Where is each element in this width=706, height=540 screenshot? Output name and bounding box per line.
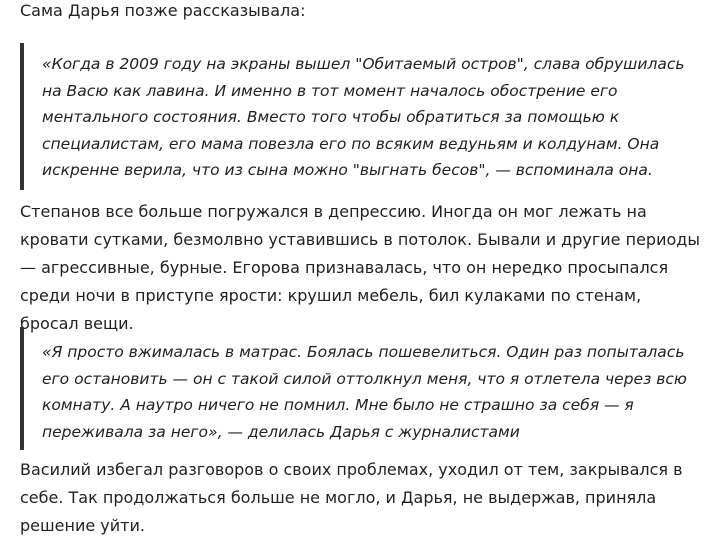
body-paragraph-3: Василий избегал разговоров о своих проблемах, уходил от тем, закрывался в себе. Так продолжаться больше не могло, и Дарья, не выдержав, приняла решение уйти. [20, 460, 683, 535]
quote-text-1: «Когда в 2009 году на экраны вышел "Обитаемый остров", слава обрушилась на Васю как лавина. И именно в тот момент началось обострение его ментального состояния. Вместо того чтобы обратиться за помощью к специалистам, его мама повезла его по всяким ведуньям и колдунам. Она искренне верила, что из сына можно "выгнать бесов", — вспоминала она. [42, 55, 685, 179]
quote-text-2: «Я просто вжималась в матрас. Боялась пошевелиться. Один раз попыталась его остановить — он с такой силой оттолкнул меня, что я отлетела через всю комнату. А наутро ничего не помнил. Мне было не страшно за себя — я переживала за него», — делилась Дарья с журналистами [42, 343, 687, 441]
blockquote-1 [20, 43, 706, 190]
body-paragraph-2: Степанов все больше погружался в депрессию. Иногда он мог лежать на кровати сутками, безмолвно уставившись в потолок. Бывали и другие периоды — агрессивные, бурные. Егорова признавалась, что он нередко просыпался среди ночи в приступе ярости: крушил мебель, бил кулаками по стенам, бросал вещи. [20, 202, 700, 333]
blockquote-2 [20, 327, 706, 450]
intro-paragraph: Сама Дарья позже рассказывала: [20, 1, 306, 20]
